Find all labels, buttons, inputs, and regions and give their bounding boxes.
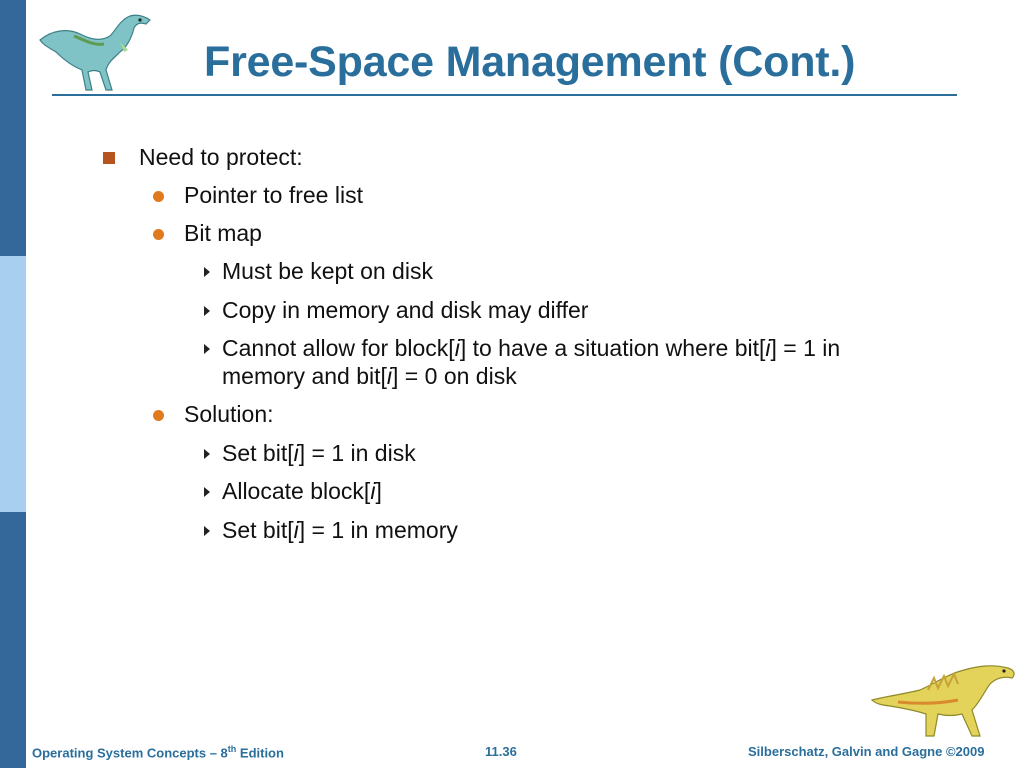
footer-page-number: 11.36 <box>485 744 517 759</box>
bullet-need-to-protect: Need to protect: <box>139 144 303 170</box>
footer-book-title: Operating System Concepts – 8th Edition <box>32 744 284 761</box>
bullet-bit-map: Bit map <box>184 220 262 246</box>
sidebar-stripe-middle <box>0 256 26 512</box>
arrow-bullet-icon <box>204 487 210 497</box>
title-divider <box>52 94 957 96</box>
bullet-allocate-block: Allocate block[i] <box>222 478 382 504</box>
bullet-cannot-allow-continued: memory and bit[i] = 0 on disk <box>222 363 517 389</box>
bullet-set-bit-memory: Set bit[i] = 1 in memory <box>222 517 458 543</box>
arrow-bullet-icon <box>204 526 210 536</box>
dot-bullet-icon <box>153 191 164 202</box>
bullet-copy-differ: Copy in memory and disk may differ <box>222 297 589 323</box>
arrow-bullet-icon <box>204 449 210 459</box>
dinosaur-bottom-icon <box>868 660 1018 742</box>
sidebar-stripe-bottom <box>0 512 26 768</box>
arrow-bullet-icon <box>204 306 210 316</box>
arrow-bullet-icon <box>204 344 210 354</box>
slide-title: Free-Space Management (Cont.) <box>204 38 856 86</box>
dot-bullet-icon <box>153 229 164 240</box>
bullet-set-bit-disk: Set bit[i] = 1 in disk <box>222 440 416 466</box>
bullet-pointer-free-list: Pointer to free list <box>184 182 363 208</box>
bullet-cannot-allow: Cannot allow for block[i] to have a situation where bit[i] = 1 in <box>222 335 841 361</box>
dinosaur-top-icon <box>34 6 160 96</box>
square-bullet-icon <box>103 152 115 164</box>
sidebar-stripe-top <box>0 0 26 256</box>
footer-authors: Silberschatz, Galvin and Gagne ©2009 <box>748 744 985 759</box>
dot-bullet-icon <box>153 410 164 421</box>
bullet-kept-on-disk: Must be kept on disk <box>222 258 433 284</box>
bullet-solution: Solution: <box>184 401 274 427</box>
arrow-bullet-icon <box>204 267 210 277</box>
